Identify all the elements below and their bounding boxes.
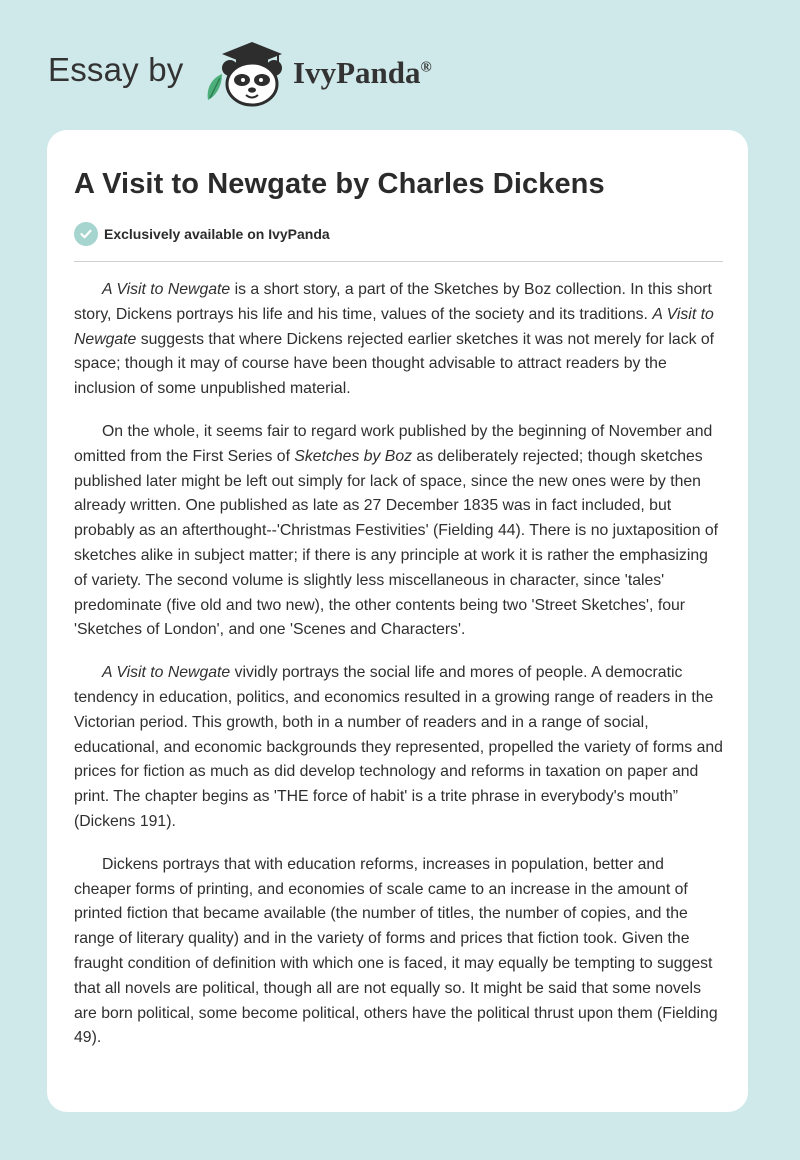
italic-title: A Visit to Newgate: [74, 305, 714, 348]
paragraph: [74, 278, 724, 402]
italic-title: A Visit to Newgate: [102, 281, 231, 298]
essay-by-label: Essay by: [48, 51, 184, 88]
exclusive-badge: [74, 222, 330, 246]
paragraph: [74, 853, 724, 1051]
panda-logo-icon[interactable]: [202, 38, 292, 108]
brand-name[interactable]: IvyPanda®: [293, 55, 432, 90]
paragraph-text: On the whole, it seems fair to regard work published by the beginning of November and omitted from the First Series of: [74, 422, 713, 465]
registered-mark: ®: [420, 59, 432, 76]
italic-title: Sketches by Boz: [294, 447, 413, 465]
divider: [74, 261, 723, 262]
check-icon: [74, 222, 98, 246]
paragraph-text: is a short story, a part of the Sketches by Boz collection. In this short story, Dickens portrays his life and his time, values of the society and its traditions.: [74, 281, 712, 323]
badge-label: Exclusively available on IvyPanda: [104, 226, 330, 242]
paragraph: [74, 661, 724, 835]
page-title: A Visit to Newgate by Charles Dickens: [74, 168, 605, 200]
paragraph-text: as deliberately rejected; though sketches published later might be left out simply for lack of space, since the new ones were by then already written. One published as late as 27 December 1835 was in fact included, but probably as an afterthought--'Christmas Festivities' (Fielding 44). There is no juxtaposition of sketches alike in subject matter; if there is any principle at work it is rather the emphasizing of variety. The second volume is slightly less miscellaneous in character, since 'tales' predominate (five old and two new), the other contents being two 'Street Sketches', four 'Sketches of London', and one 'Scenes and Characters'.: [74, 447, 719, 639]
italic-title: A Visit to Newgate: [102, 664, 231, 682]
essay-card: [47, 130, 748, 1112]
paragraph-text: Dickens portrays that with education reforms, increases in population, better and cheaper forms of printing, and economies of scale came to an increase in the amount of printed fiction that became available (the number of titles, the number of copies, and the range of literary quality) and in the variety of forms and prices that fiction took. Given the fraught condition of definition with which one is faced, it may equally be tempting to suggest that all novels are political, though all are not equally so. It might be said that some novels are born political, some become political, others have the political thrust upon them (Fielding 49).: [74, 855, 718, 1047]
essay-body: [74, 278, 724, 1069]
paragraph: [74, 420, 724, 643]
site-header: [48, 38, 548, 108]
paragraph-text: suggests that where Dickens rejected earlier sketches it was not merely for lack of space; though it may of course have been thought advisable to attract readers by the inclusion of some unpublished material.: [74, 330, 715, 398]
paragraph-text: vividly portrays the social life and mores of people. A democratic tendency in education, politics, and economics resulted in a growing range of readers in the Victorian period. This growth, both in a number of readers and in a range of social, educational, and economic backgrounds they represented, propelled the variety of forms and prices for fiction as much as did develop technology and reforms in taxation on paper and print. The chapter begins as 'THE force of habit' is a trite phrase in everybody's mouth” (Dickens 191).: [74, 664, 723, 830]
